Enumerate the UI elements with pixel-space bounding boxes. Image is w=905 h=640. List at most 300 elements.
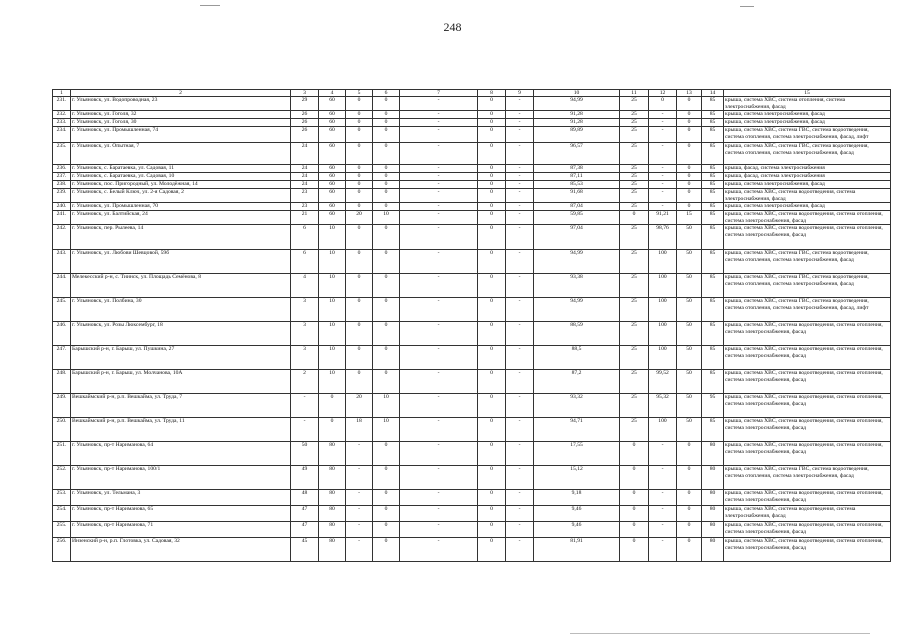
value-cell: 85 [702, 165, 724, 173]
table-row [53, 418, 891, 442]
value-cell: 0 [677, 189, 702, 203]
value-cell: 17,55 [534, 442, 620, 466]
value-cell: 80 [319, 506, 346, 522]
table-row [53, 211, 891, 225]
value-cell: 94,99 [534, 298, 620, 322]
value-cell: 20 [346, 394, 373, 418]
row-number-cell: 245. [53, 298, 71, 322]
column-number-cell: 10 [534, 90, 620, 97]
value-cell: 10 [373, 418, 400, 442]
column-number-cell: 11 [620, 90, 649, 97]
value-cell: 0 [373, 466, 400, 490]
value-cell: - [649, 119, 677, 127]
value-cell: 6 [291, 225, 319, 250]
address-cell: Вешкаймский р-н, р.п. Вешкайма, ул. Труда, 11 [71, 418, 291, 442]
value-cell: 24 [291, 143, 319, 165]
value-cell: 0 [373, 173, 400, 181]
row-number-cell: 241. [53, 211, 71, 225]
address-cell: г. Ульяновск, ул. Гоголя, 32 [71, 111, 291, 119]
value-cell: - [649, 143, 677, 165]
value-cell: 25 [620, 274, 649, 298]
value-cell: 25 [620, 418, 649, 442]
value-cell: 10 [319, 322, 346, 346]
value-cell: 25 [620, 181, 649, 189]
value-cell: 0 [478, 298, 506, 322]
value-cell: 93,38 [534, 274, 620, 298]
value-cell: 0 [346, 225, 373, 250]
value-cell: - [400, 466, 478, 490]
address-cell: г. Ульяновск, пр-т Нариманова, 71 [71, 522, 291, 538]
value-cell: 25 [620, 127, 649, 143]
value-cell: 85 [702, 97, 724, 111]
table-row [53, 466, 891, 490]
value-cell: 91,28 [534, 119, 620, 127]
value-cell: 0 [478, 203, 506, 211]
works-cell: крыша, система электроснабжения, фасад [724, 111, 891, 119]
address-cell: Вешкаймский р-н, р.п. Вешкайма, ул. Труда, 7 [71, 394, 291, 418]
value-cell: 0 [620, 442, 649, 466]
value-cell: - [506, 119, 534, 127]
value-cell: 25 [620, 370, 649, 394]
value-cell: 0 [478, 442, 506, 466]
value-cell: 0 [677, 97, 702, 111]
value-cell: 0 [346, 97, 373, 111]
value-cell: 0 [346, 165, 373, 173]
column-number-row [53, 90, 891, 97]
value-cell: 60 [319, 211, 346, 225]
value-cell: 0 [478, 250, 506, 274]
table-row [53, 97, 891, 111]
value-cell: 25 [620, 203, 649, 211]
value-cell: 9,46 [534, 506, 620, 522]
value-cell: 100 [649, 418, 677, 442]
value-cell: 85 [702, 189, 724, 203]
value-cell: 0 [373, 119, 400, 127]
table-row [53, 490, 891, 506]
address-cell: Инзенский р-н, р.п. Глотовка, ул. Садовая, 32 [71, 538, 291, 562]
works-cell: крыша, фасад, система электроснабжения [724, 173, 891, 181]
address-cell: г. Ульяновск, пр-т Нариманова, 64 [71, 442, 291, 466]
value-cell: - [400, 111, 478, 119]
address-cell: Барышский р-н, г. Барыш, ул. Молчанова, 10А [71, 370, 291, 394]
address-cell: г. Ульяновск, ул. Гоголя, 30 [71, 119, 291, 127]
value-cell: 0 [677, 538, 702, 562]
value-cell: 23 [291, 203, 319, 211]
value-cell: 25 [620, 97, 649, 111]
value-cell: 0 [677, 111, 702, 119]
value-cell: 50 [677, 274, 702, 298]
value-cell: 0 [478, 181, 506, 189]
value-cell: 95,32 [649, 394, 677, 418]
row-number-cell: 235. [53, 143, 71, 165]
value-cell: 0 [319, 394, 346, 418]
works-cell: крыша, система ХВС, система ГВС, система водоотведения, система отопления, система электроснабжения, фасад [724, 250, 891, 274]
value-cell: - [506, 442, 534, 466]
value-cell: 0 [620, 522, 649, 538]
table-row [53, 173, 891, 181]
value-cell: - [346, 506, 373, 522]
row-number-cell: 254. [53, 506, 71, 522]
value-cell: 0 [478, 127, 506, 143]
value-cell: 91,21 [649, 211, 677, 225]
address-cell: г. Ульяновск, с. Баратаевка, ул. Садовая, 11 [71, 165, 291, 173]
works-cell: крыша, система ХВС, система ГВС, система водоотведения, система отопления, система электроснабжения, фасад, лифт [724, 127, 891, 143]
row-number-cell: 244. [53, 274, 71, 298]
value-cell: - [506, 97, 534, 111]
address-cell: г. Ульяновск, ул. Водопроводная, 23 [71, 97, 291, 111]
row-number-cell: 247. [53, 346, 71, 370]
value-cell: 0 [478, 143, 506, 165]
column-number-cell: 3 [291, 90, 319, 97]
address-cell: г. Ульяновск, с. Баратаевка, ул. Садовая, 10 [71, 173, 291, 181]
value-cell: 0 [478, 490, 506, 506]
works-cell: крыша, система ХВС, система ГВС, система водоотведения, система отопления, система электроснабжения, фасад, лифт [724, 298, 891, 322]
value-cell: - [506, 506, 534, 522]
value-cell: 50 [677, 346, 702, 370]
value-cell: - [506, 346, 534, 370]
value-cell: - [400, 211, 478, 225]
works-cell: крыша, система электроснабжения, фасад [724, 181, 891, 189]
value-cell: 0 [319, 418, 346, 442]
value-cell: - [400, 346, 478, 370]
value-cell: 89,89 [534, 127, 620, 143]
value-cell: 100 [649, 346, 677, 370]
table-row [53, 111, 891, 119]
value-cell: 50 [677, 298, 702, 322]
value-cell: 0 [478, 189, 506, 203]
value-cell: - [649, 181, 677, 189]
row-number-cell: 251. [53, 442, 71, 466]
value-cell: 85 [702, 173, 724, 181]
value-cell: 96,57 [534, 143, 620, 165]
value-cell: 26 [291, 111, 319, 119]
value-cell: 0 [677, 119, 702, 127]
value-cell: 0 [677, 143, 702, 165]
value-cell: - [506, 370, 534, 394]
value-cell: - [506, 466, 534, 490]
value-cell: 0 [620, 466, 649, 490]
table-row [53, 522, 891, 538]
value-cell: - [649, 538, 677, 562]
value-cell: 85 [702, 322, 724, 346]
value-cell: 50 [677, 322, 702, 346]
value-cell: - [506, 274, 534, 298]
register-table [52, 89, 891, 562]
row-number-cell: 256. [53, 538, 71, 562]
value-cell: 98,76 [649, 225, 677, 250]
value-cell: 0 [677, 442, 702, 466]
value-cell: 99,52 [649, 370, 677, 394]
value-cell: 0 [373, 189, 400, 203]
value-cell: 0 [373, 143, 400, 165]
value-cell: - [506, 250, 534, 274]
value-cell: 85 [702, 250, 724, 274]
value-cell: 24 [291, 181, 319, 189]
value-cell: - [649, 442, 677, 466]
value-cell: 0 [346, 298, 373, 322]
works-cell: крыша, система ХВС, система водоотведения, система отопления, система электроснабжения, фасад [724, 522, 891, 538]
table-row [53, 322, 891, 346]
value-cell: 25 [620, 394, 649, 418]
value-cell: - [649, 203, 677, 211]
value-cell: 0 [478, 522, 506, 538]
page-number: 248 [443, 20, 462, 34]
value-cell: 0 [346, 181, 373, 189]
value-cell: 85 [702, 203, 724, 211]
value-cell: 25 [620, 298, 649, 322]
value-cell: 10 [373, 394, 400, 418]
value-cell: 88,5 [534, 346, 620, 370]
value-cell: - [400, 394, 478, 418]
works-cell: крыша, система ХВС, система ГВС, система водоотведения, система отопления, система электроснабжения, фасад [724, 274, 891, 298]
works-cell: крыша, система ХВС, система водоотведения, система отопления, система электроснабжения, фасад [724, 370, 891, 394]
works-cell: крыша, система ХВС, система ГВС, система водоотведения, система отопления, система электроснабжения, фасад [724, 466, 891, 490]
value-cell: 0 [677, 203, 702, 211]
value-cell: 80 [702, 466, 724, 490]
value-cell: 0 [478, 165, 506, 173]
value-cell: 0 [373, 506, 400, 522]
value-cell: - [400, 225, 478, 250]
value-cell: 100 [649, 322, 677, 346]
value-cell: - [506, 203, 534, 211]
value-cell: 25 [620, 111, 649, 119]
table-row [53, 119, 891, 127]
table-row [53, 143, 891, 165]
value-cell: 0 [677, 466, 702, 490]
address-cell: г. Ульяновск, ул. Полбина, 30 [71, 298, 291, 322]
value-cell: 25 [620, 189, 649, 203]
works-cell: крыша, система ХВС, система ГВС, система водоотведения, система отопления, система электроснабжения, фасад [724, 143, 891, 165]
value-cell: - [506, 394, 534, 418]
row-number-cell: 239. [53, 189, 71, 203]
value-cell: 10 [319, 274, 346, 298]
table-row [53, 298, 891, 322]
value-cell: 23 [291, 189, 319, 203]
value-cell: 85 [702, 298, 724, 322]
row-number-cell: 248. [53, 370, 71, 394]
column-number-cell: 7 [400, 90, 478, 97]
row-number-cell: 243. [53, 250, 71, 274]
value-cell: 80 [319, 442, 346, 466]
value-cell: 9,18 [534, 490, 620, 506]
value-cell: 0 [373, 111, 400, 119]
value-cell: 21 [291, 211, 319, 225]
value-cell: - [506, 181, 534, 189]
value-cell: - [346, 490, 373, 506]
address-cell: г. Ульяновск, пр-т Нариманова, 100/1 [71, 466, 291, 490]
value-cell: 25 [620, 225, 649, 250]
value-cell: 80 [702, 442, 724, 466]
value-cell: - [649, 189, 677, 203]
row-number-cell: 246. [53, 322, 71, 346]
value-cell: 0 [677, 173, 702, 181]
row-number-cell: 255. [53, 522, 71, 538]
value-cell: - [506, 165, 534, 173]
value-cell: 25 [620, 119, 649, 127]
value-cell: 59,85 [534, 211, 620, 225]
value-cell: 6 [291, 250, 319, 274]
value-cell: 0 [346, 346, 373, 370]
value-cell: - [506, 225, 534, 250]
value-cell: 3 [291, 322, 319, 346]
address-cell: г. Ульяновск, пер. Рылеева, 14 [71, 225, 291, 250]
value-cell: 0 [373, 522, 400, 538]
value-cell: 0 [346, 127, 373, 143]
value-cell: 0 [478, 506, 506, 522]
row-number-cell: 249. [53, 394, 71, 418]
value-cell: 85 [702, 127, 724, 143]
value-cell: - [291, 418, 319, 442]
value-cell: 60 [319, 127, 346, 143]
value-cell: 80 [702, 522, 724, 538]
value-cell: 85 [702, 111, 724, 119]
value-cell: 0 [478, 211, 506, 225]
value-cell: 80 [319, 466, 346, 490]
table-row [53, 127, 891, 143]
value-cell: 0 [346, 274, 373, 298]
value-cell: 87,11 [534, 173, 620, 181]
value-cell: 80 [702, 506, 724, 522]
value-cell: 0 [373, 203, 400, 211]
row-number-cell: 238. [53, 181, 71, 189]
address-cell: г. Ульяновск, пр-т Нариманова, 65 [71, 506, 291, 522]
value-cell: 10 [319, 225, 346, 250]
works-cell: крыша, система ХВС, система водоотведения, система отопления, система электроснабжения, фасад [724, 490, 891, 506]
table-row [53, 250, 891, 274]
value-cell: 45 [291, 538, 319, 562]
value-cell: 0 [373, 250, 400, 274]
value-cell: 0 [620, 490, 649, 506]
value-cell: 60 [319, 181, 346, 189]
value-cell: 0 [478, 97, 506, 111]
works-cell: крыша, система ХВС, система водоотведения, система электроснабжения, фасад [724, 189, 891, 203]
works-cell: крыша, система ХВС, система водоотведения, система отопления, система электроснабжения, фасад [724, 322, 891, 346]
row-number-cell: 240. [53, 203, 71, 211]
table-row [53, 538, 891, 562]
row-number-cell: 252. [53, 466, 71, 490]
value-cell: 97,04 [534, 225, 620, 250]
value-cell: - [506, 490, 534, 506]
value-cell: 18 [346, 418, 373, 442]
address-cell: г. Ульяновск, ул. Опытная, 7 [71, 143, 291, 165]
value-cell: 24 [291, 165, 319, 173]
works-cell: крыша, фасад, система электроснабжения [724, 165, 891, 173]
value-cell: 15,12 [534, 466, 620, 490]
table-row [53, 346, 891, 370]
value-cell: - [506, 211, 534, 225]
value-cell: 50 [677, 418, 702, 442]
value-cell: 48 [291, 490, 319, 506]
value-cell: 60 [319, 173, 346, 181]
row-number-cell: 233. [53, 119, 71, 127]
value-cell: 0 [677, 127, 702, 143]
value-cell: - [506, 418, 534, 442]
value-cell: 60 [319, 203, 346, 211]
value-cell: 91,28 [534, 111, 620, 119]
value-cell: 0 [373, 538, 400, 562]
works-cell: крыша, система ХВС, система водоотведения, система отопления, система электроснабжения, фасад [724, 346, 891, 370]
value-cell: 60 [319, 165, 346, 173]
value-cell: - [400, 506, 478, 522]
value-cell: 29 [291, 97, 319, 111]
value-cell: 25 [620, 165, 649, 173]
column-number-cell: 13 [677, 90, 702, 97]
address-cell: г. Ульяновск, ул. Промышленная, 74 [71, 127, 291, 143]
value-cell: 100 [649, 250, 677, 274]
value-cell: 3 [291, 298, 319, 322]
value-cell: 0 [373, 346, 400, 370]
column-number-cell: 12 [649, 90, 677, 97]
value-cell: - [649, 506, 677, 522]
value-cell: 25 [620, 250, 649, 274]
value-cell: 0 [478, 225, 506, 250]
works-cell: крыша, система ХВС, система водоотведения, система отопления, система электроснабжения, фасад [724, 418, 891, 442]
value-cell: - [400, 418, 478, 442]
value-cell: 85 [702, 143, 724, 165]
value-cell: 85,53 [534, 181, 620, 189]
value-cell: - [400, 538, 478, 562]
table-row [53, 203, 891, 211]
value-cell: - [400, 322, 478, 346]
row-number-cell: 231. [53, 97, 71, 111]
address-cell: г. Ульяновск, ул. Балтийская, 24 [71, 211, 291, 225]
table-body [53, 97, 891, 562]
value-cell: - [400, 97, 478, 111]
value-cell: 80 [702, 538, 724, 562]
value-cell: 10 [319, 370, 346, 394]
table-row [53, 442, 891, 466]
works-cell: крыша, система электроснабжения, фасад [724, 203, 891, 211]
works-cell: крыша, система ХВС, система водоотведения, система отопления, система электроснабжения, фасад [724, 225, 891, 250]
value-cell: 0 [620, 506, 649, 522]
value-cell: 50 [677, 250, 702, 274]
value-cell: 0 [478, 111, 506, 119]
value-cell: - [346, 522, 373, 538]
works-cell: крыша, система ХВС, система водоотведения, система отопления, система электроснабжения, фасад [724, 211, 891, 225]
value-cell: 0 [373, 225, 400, 250]
column-number-cell: 14 [702, 90, 724, 97]
value-cell: 47 [291, 522, 319, 538]
value-cell: 0 [677, 165, 702, 173]
works-cell: крыша, система ХВС, система водоотведения, система электроснабжения, фасад [724, 506, 891, 522]
row-number-cell: 242. [53, 225, 71, 250]
value-cell: 85 [702, 274, 724, 298]
value-cell: 0 [373, 97, 400, 111]
works-cell: крыша, система ХВС, система водоотведения, система отопления, система электроснабжения, фасад [724, 394, 891, 418]
table-row [53, 370, 891, 394]
value-cell: - [506, 127, 534, 143]
value-cell: 50 [677, 394, 702, 418]
value-cell: - [649, 165, 677, 173]
value-cell: 47 [291, 506, 319, 522]
value-cell: 88,59 [534, 322, 620, 346]
value-cell: 0 [373, 490, 400, 506]
value-cell: 24 [291, 173, 319, 181]
value-cell: 25 [620, 143, 649, 165]
value-cell: 50 [677, 225, 702, 250]
row-number-cell: 234. [53, 127, 71, 143]
value-cell: 0 [478, 466, 506, 490]
value-cell: 10 [373, 211, 400, 225]
column-number-cell: 8 [478, 90, 506, 97]
value-cell: - [400, 165, 478, 173]
value-cell: - [649, 490, 677, 506]
value-cell: 9,46 [534, 522, 620, 538]
value-cell: 0 [373, 322, 400, 346]
value-cell: 0 [346, 370, 373, 394]
value-cell: 81,91 [534, 538, 620, 562]
value-cell: - [400, 298, 478, 322]
